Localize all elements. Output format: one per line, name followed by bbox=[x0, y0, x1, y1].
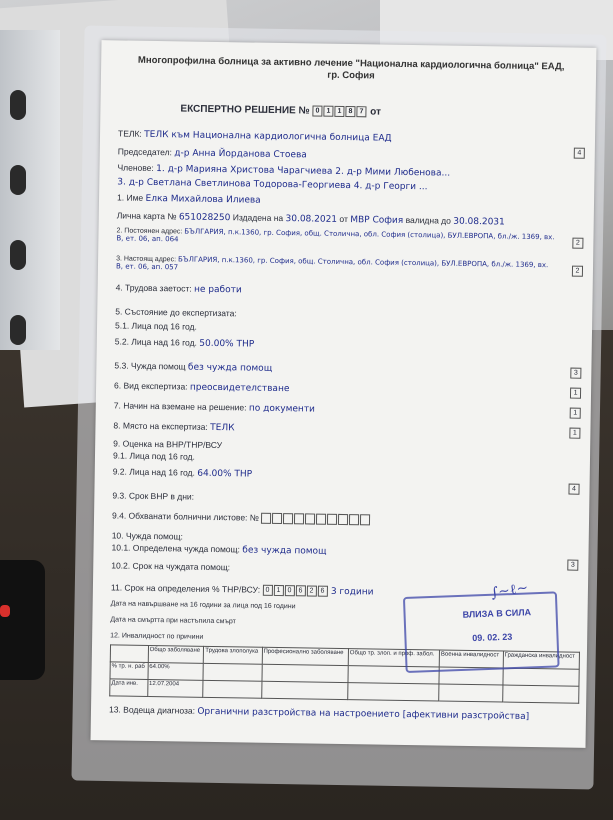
stamp-text: ВЛИЗА В СИЛА bbox=[462, 607, 532, 620]
code-box: 1 bbox=[569, 428, 580, 439]
s52-value: 50.00% ТНР bbox=[199, 338, 255, 350]
s92-label: 9.2. Лица над 16 год. bbox=[112, 466, 195, 478]
s6-line bbox=[114, 380, 574, 398]
table-header-cell: Общо заболяване bbox=[148, 645, 204, 663]
binder-hole bbox=[10, 315, 26, 345]
row-value: 64.00% bbox=[148, 662, 204, 680]
code-box: 3 bbox=[570, 368, 581, 379]
id-value: 651028250 bbox=[178, 212, 231, 224]
issued-by-label: от bbox=[339, 213, 348, 225]
work-line bbox=[116, 282, 576, 300]
code-box: 1 bbox=[570, 408, 581, 419]
issued-label: Издадена на bbox=[232, 212, 284, 224]
s8-line bbox=[113, 420, 573, 438]
s92-line bbox=[113, 466, 573, 484]
row-label: Дата инв. bbox=[110, 679, 148, 697]
s11d-label: за лица под 16 години bbox=[223, 602, 296, 611]
s11-label: 11. Срок на определения % ТНР/ВСУ: bbox=[110, 582, 261, 595]
period-box: 0 bbox=[262, 585, 272, 596]
empty-box bbox=[360, 515, 370, 526]
s11e-label: при настъпила смърт bbox=[166, 617, 236, 626]
s6-label: 6. Вид експертиза: bbox=[114, 380, 188, 392]
perm-address-value: БЪЛГАРИЯ, п.к.1360, гр. София, общ. Столична, обл. София (столица), БУЛ.ЕВРОПА, бл./ж. 1369, вх. В, ет. 06, ап. 064 bbox=[116, 227, 555, 244]
expert-decision-document bbox=[91, 40, 597, 748]
table-header-cell: Професионално заболяване bbox=[262, 647, 349, 665]
number-box: 1 bbox=[323, 106, 333, 117]
empty-box bbox=[294, 513, 304, 524]
members-label: Членове: bbox=[117, 162, 154, 173]
s13-line bbox=[109, 704, 569, 722]
period-box: 6 bbox=[317, 586, 327, 597]
number-box: 0 bbox=[312, 105, 322, 116]
binder-hole bbox=[10, 240, 26, 270]
name-label: 1. Име bbox=[116, 192, 144, 203]
s52-label: 5.2. Лица над 16 год. bbox=[114, 336, 198, 348]
code-box: 3 bbox=[567, 560, 578, 571]
phone-light bbox=[0, 605, 10, 617]
chair-line bbox=[118, 146, 578, 164]
s101-label: 10.1. Определена чужда помощ: bbox=[111, 542, 241, 555]
s101-value: без чужда помощ bbox=[242, 545, 327, 557]
s5-label: 5. Състояние до експертизата: bbox=[115, 306, 237, 319]
empty-box bbox=[283, 513, 293, 524]
s7-line bbox=[114, 400, 574, 418]
binder-ring-edge bbox=[0, 30, 60, 350]
issued-by-value: МВР София bbox=[350, 215, 404, 226]
s93-label: 9.3. Срок ВНР в дни: bbox=[112, 490, 195, 502]
s93-line bbox=[112, 490, 572, 507]
code-box: 1 bbox=[570, 388, 581, 399]
issued-value: 30.08.2021 bbox=[285, 214, 338, 225]
code-box: 4 bbox=[568, 484, 579, 495]
s11-value: 3 години bbox=[330, 586, 374, 598]
work-value: не работи bbox=[193, 284, 242, 296]
s53-value: без чужда помощ bbox=[187, 362, 273, 374]
code-box: 4 bbox=[574, 148, 585, 159]
telk-value: ТЕЛК към Национална кардиологична болница ЕАД bbox=[144, 129, 392, 144]
from-label: от bbox=[370, 106, 382, 118]
signature-scribble: ∫~ℓ~ bbox=[489, 579, 530, 602]
s92-value: 64.00% ТНР bbox=[197, 468, 253, 480]
empty-box bbox=[349, 514, 359, 525]
curr-address-value: БЪЛГАРИЯ, п.к.1360, гр. София, общ. Столична, обл. София (столица), БУЛ.ЕВРОПА, бл./ж. 1369, вх. В, ет. 06, ап. 057 bbox=[115, 255, 549, 272]
empty-box bbox=[338, 514, 348, 525]
period-box: 6 bbox=[295, 586, 305, 597]
s10-label: 10. Чужда помощ: bbox=[111, 530, 184, 542]
empty-box bbox=[272, 513, 282, 524]
number-box: 1 bbox=[334, 106, 344, 117]
s12-label: 12. Инвалидност по причини bbox=[110, 632, 204, 641]
period-box: 0 bbox=[284, 585, 294, 596]
s102-line bbox=[111, 560, 571, 577]
s11b-label: Дата на навършване на 16 години bbox=[110, 600, 222, 610]
s11c-label: Дата на смъртта bbox=[110, 616, 165, 625]
s91-label: 9.1. Лица под 16 год. bbox=[112, 450, 195, 462]
table-header-cell: Трудова злополука bbox=[204, 646, 262, 664]
s7-label: 7. Начин на вземане на решение: bbox=[113, 400, 247, 413]
s13-label: 13. Водеща диагноза: bbox=[108, 704, 196, 716]
s94-line bbox=[112, 510, 572, 528]
telk-label: ТЕЛК: bbox=[117, 128, 142, 139]
valid-label: валидна до bbox=[405, 214, 451, 226]
row-label: % тр. н. раб bbox=[110, 662, 148, 680]
s9-label: 9. Оценка на ВНР/ТНР/ВСУ bbox=[113, 438, 223, 451]
phone bbox=[0, 560, 45, 680]
s7-value: по документи bbox=[248, 403, 316, 415]
hospital-header: Многопрофилна болница за активно лечение "Национална кардиологична болница" ЕАД, гр. София bbox=[137, 54, 565, 82]
binder-hole bbox=[10, 90, 26, 120]
work-label: 4. Трудова заетост: bbox=[115, 282, 192, 294]
s13-value: Органични разстройства на настроението [афективни разстройства] bbox=[197, 706, 530, 722]
row-value: 12.07.2004 bbox=[147, 679, 203, 697]
number-box: 8 bbox=[345, 106, 355, 117]
title-row bbox=[180, 103, 580, 120]
table-header-cell: Гражданска инвалидност bbox=[503, 651, 580, 669]
members-value-1: 1. д-р Марияна Христова Чарагчиева 2. д-р Мими Любенова... bbox=[156, 164, 451, 179]
s51-label: 5.1. Лица под 16 год. bbox=[114, 320, 198, 332]
s52-line bbox=[115, 336, 575, 354]
empty-box bbox=[305, 514, 315, 525]
curr-address-label: 3. Настоящ адрес: bbox=[116, 255, 177, 264]
table-header-cell: Военна инвалидност bbox=[439, 650, 503, 668]
empty-box bbox=[327, 514, 337, 525]
perm-address-line bbox=[116, 226, 556, 249]
telk-line bbox=[118, 128, 578, 146]
perm-address-label: 2. Постоянен адрес: bbox=[116, 227, 183, 236]
valid-value: 30.08.2031 bbox=[453, 216, 505, 228]
name-value: Елка Михайлова Илиева bbox=[145, 193, 261, 206]
period-box: 2 bbox=[306, 586, 316, 597]
s8-value: ТЕЛК bbox=[210, 422, 235, 434]
members-value-2: 3. д-р Светлана Светлинова Тодорова-Георгиева 4. д-р Георги ... bbox=[117, 177, 428, 193]
code-box: 2 bbox=[572, 238, 583, 249]
s102-label: 10.2. Срок на чуждата помощ: bbox=[111, 560, 231, 573]
s51-line bbox=[115, 320, 575, 337]
period-box: 1 bbox=[273, 585, 283, 596]
s53-label: 5.3. Чужда помощ bbox=[114, 360, 186, 372]
s6-value: преосвидетелстване bbox=[189, 382, 290, 395]
empty-box bbox=[261, 513, 271, 524]
id-line bbox=[117, 210, 577, 228]
table-header-cell: Общо тр. злоп. и проф. забол. bbox=[348, 649, 439, 667]
s94-no: № bbox=[249, 512, 260, 523]
s94-label: 9.4. Обхванати болнични листове: bbox=[111, 510, 248, 523]
chair-value: д-р Анна Йорданова Стоева bbox=[174, 148, 307, 161]
id-label: Лична карта № bbox=[116, 210, 177, 222]
chair-label: Председател: bbox=[117, 146, 173, 158]
code-box: 2 bbox=[572, 266, 583, 277]
table-header-cell bbox=[110, 645, 148, 663]
s8-label: 8. Място на експертиза: bbox=[113, 420, 208, 432]
doc-title: ЕКСПЕРТНО РЕШЕНИЕ № bbox=[180, 103, 310, 117]
number-box: 7 bbox=[356, 106, 366, 117]
binder-hole bbox=[10, 165, 26, 195]
curr-address-line bbox=[116, 254, 556, 277]
stamp-date: 09. 02. 23 bbox=[472, 631, 513, 644]
s53-line bbox=[114, 360, 574, 378]
empty-box bbox=[316, 514, 326, 525]
name-line bbox=[117, 192, 577, 210]
